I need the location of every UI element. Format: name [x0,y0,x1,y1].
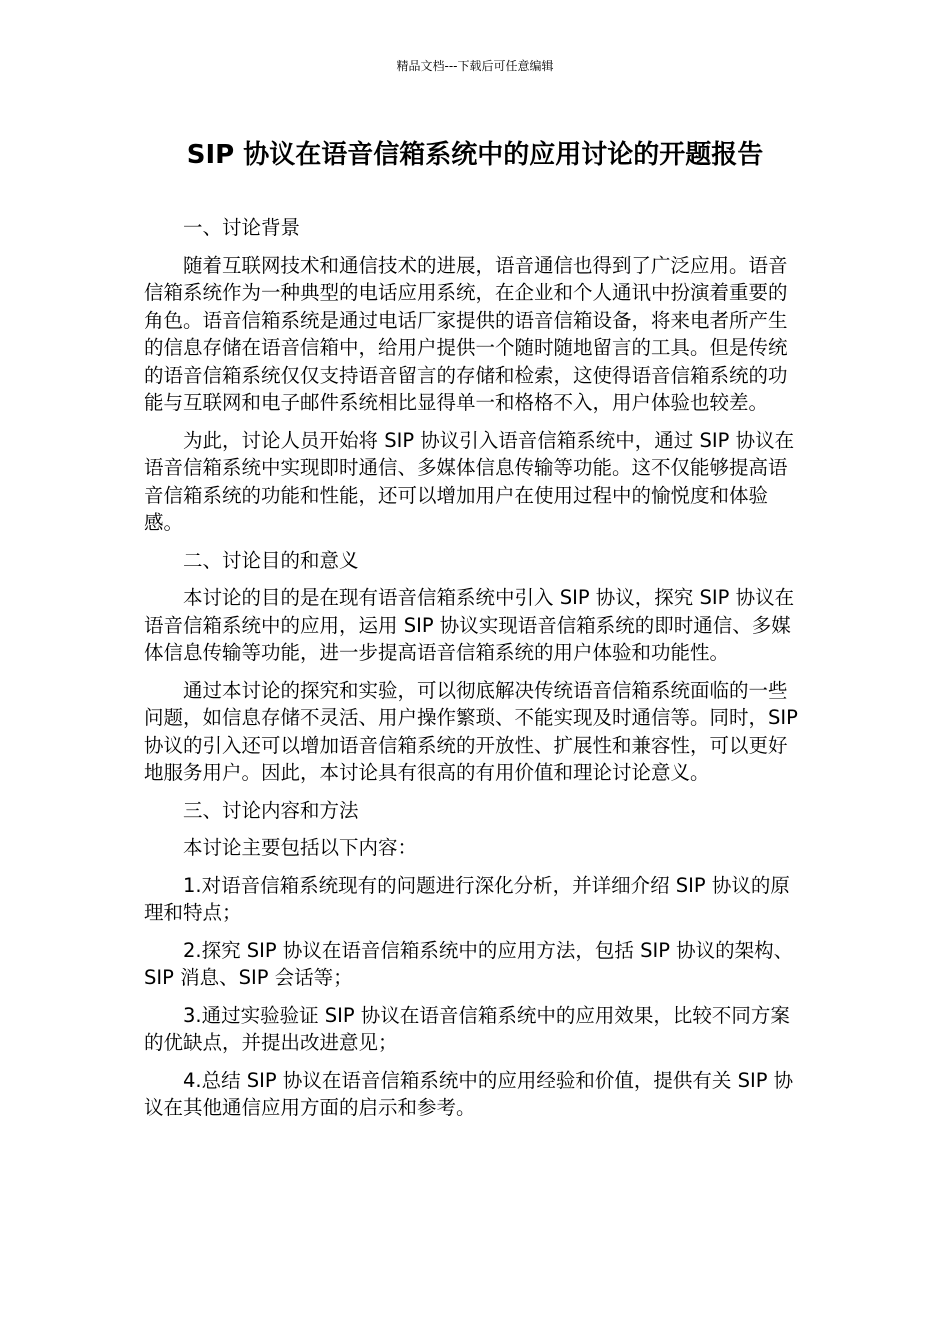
section-heading: 一、讨论背景 [183,216,301,239]
list-item: 3.通过实验验证 SIP 协议在语音信箱系统中的应用效果，比较不同方案的优缺点，并提出改进意见； [144,1003,790,1054]
body-paragraph: 本讨论的目的是在现有语音信箱系统中引入 SIP 协议，探究 SIP 协议在语音信箱系统中的应用，运用 SIP 协议实现语音信箱系统的即时通信、多媒体信息传输等功能，进一步提高语音信箱系统的用户体验和功能性。 [144,586,795,664]
list-item: 4.总结 SIP 协议在语音信箱系统中的应用经验和价值，提供有关 SIP 协议在其他通信应用方面的启示和参考。 [144,1068,794,1119]
list-item: 2.探究 SIP 协议在语音信箱系统中的应用方法，包括 SIP 协议的架构、SIP 消息、SIP 会话等； [144,938,794,989]
list-intro: 本讨论主要包括以下内容： [183,836,418,859]
header-note: 精品文档---下载后可任意编辑 [396,59,554,73]
list-item: 1.对语音信箱系统现有的问题进行深化分析，并详细介绍 SIP 协议的原理和特点； [144,873,790,924]
body-paragraph: 为此，讨论人员开始将 SIP 协议引入语音信箱系统中，通过 SIP 协议在语音信箱系统中实现即时通信、多媒体信息传输等功能。这不仅能够提高语音信箱系统的功能和性能，还可以增加用户在使用过程中的愉悦度和体验感。 [144,428,795,534]
section-heading: 二、讨论目的和意义 [183,548,359,572]
body-paragraph: 通过本讨论的探究和实验，可以彻底解决传统语音信箱系统面临的一些问题，如信息存储不灵活、用户操作繁琐、不能实现及时通信等。同时，SIP 协议的引入还可以增加语音信箱系统的开放性、扩展性和兼容性，可以更好地服务用户。因此，本讨论具有很高的有用价值和理论讨论意义。 [144,678,798,784]
body-paragraph: 随着互联网技术和通信技术的进展，语音通信也得到了广泛应用。语音信箱系统作为一种典型的电话应用系统，在企业和个人通讯中扮演着重要的角色。语音信箱系统是通过电话厂家提供的语音信箱设备，将来电者所产生的信息存储在语音信箱中，给用户提供一个随时随地留言的工具。但是传统的语音信箱系统仅仅支持语音留言的存储和检索，这使得语音信箱系统的功能与互联网和电子邮件系统相比显得单一和格格不入，用户体验也较差。 [144,253,788,414]
document-body [144,214,806,1132]
section-heading: 三、讨论内容和方法 [183,798,359,822]
document-title: SIP 协议在语音信箱系统中的应用讨论的开题报告 [186,140,764,170]
